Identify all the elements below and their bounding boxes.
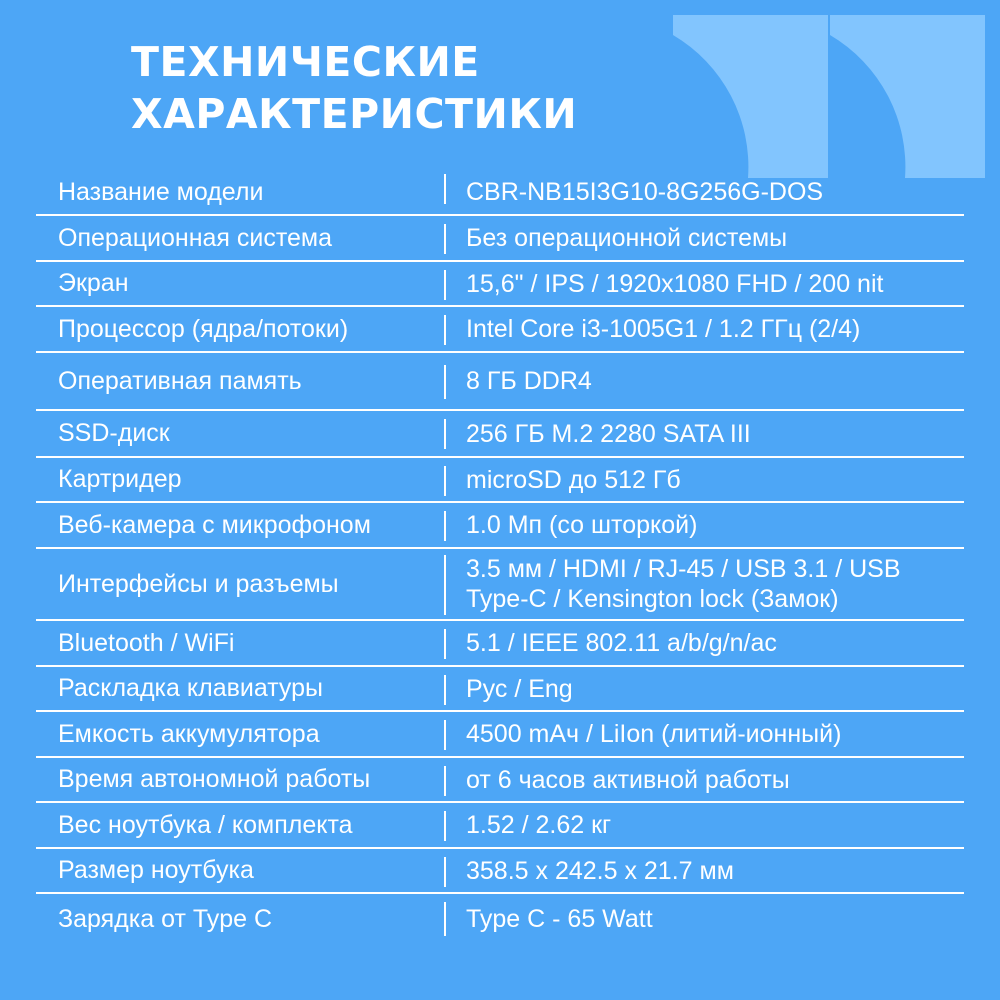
spec-row-cardreader [36,458,964,503]
spec-value: Без операционной системы [466,224,788,252]
spec-label: Картридер [58,465,182,493]
column-divider [444,174,446,204]
spec-label: Операционная система [58,223,333,252]
spec-label: Емкость аккумулятора [58,719,320,748]
spec-row-model [36,170,964,216]
spec-value: microSD до 512 Гб [466,465,681,494]
column-divider [444,811,446,841]
spec-value: Intel Core i3-1005G1 / 1.2 ГГц (2/4) [466,315,861,343]
spec-row-cpu [36,307,964,353]
spec-row-os [36,216,964,262]
spec-label: Интерфейсы и разъемы [58,569,339,598]
spec-label: Процессор (ядра/потоки) [58,314,349,343]
spec-value: 256 ГБ M.2 2280 SATA III [466,419,751,448]
spec-row-weight [36,803,964,849]
spec-row-wireless [36,621,964,667]
column-divider [444,555,446,615]
spec-row-screen [36,262,964,307]
column-divider [444,419,446,449]
spec-row-keyboard [36,667,964,712]
spec-row-ssd [36,411,964,458]
spec-label: Веб-камера с микрофоном [58,510,371,539]
spec-label: Оперативная память [58,366,302,395]
column-divider [444,629,446,659]
spec-value: 1.0 Мп (со шторкой) [466,511,698,539]
column-divider [444,720,446,750]
column-divider [444,466,446,496]
column-divider [444,902,446,936]
spec-label: Время автономной работы [58,765,371,793]
spec-row-webcam [36,503,964,549]
column-divider [444,511,446,541]
specs-table [36,170,964,944]
spec-value: 1.52 / 2.62 кг [466,811,612,839]
column-divider [444,224,446,254]
spec-row-charging [36,894,964,944]
spec-row-dimensions [36,849,964,894]
spec-label: Bluetooth / WiFi [58,628,235,657]
column-divider [444,270,446,300]
spec-value: Type C - 65 Watt [466,905,653,933]
spec-value: Рус / Eng [466,674,573,703]
spec-row-runtime [36,758,964,803]
spec-value: 3.5 мм / HDMI / RJ-45 / USB 3.1 / USB Type-C / Kensington lock (Замок) [466,555,901,613]
spec-label: Зарядка от Type C [58,904,273,933]
spec-value: 15,6" / IPS / 1920x1080 FHD / 200 nit [466,269,884,298]
spec-label: SSD-диск [58,419,170,447]
spec-row-ram [36,353,964,411]
spec-value: 8 ГБ DDR4 [466,367,592,395]
title-line-2: ХАРАКТЕРИСТИКИ [131,90,578,138]
spec-value: 4500 mAч / LiIon (литий-ионный) [466,720,842,748]
spec-label: Экран [58,269,129,297]
spec-label: Вес ноутбука / комплекта [58,810,353,839]
spec-value: 5.1 / IEEE 802.11 a/b/g/n/ac [466,629,777,657]
column-divider [444,766,446,796]
spec-row-battery [36,712,964,758]
spec-label: Раскладка клавиатуры [58,674,324,702]
column-divider [444,365,446,399]
spec-label: Размер ноутбука [58,856,254,884]
title-line-1: ТЕХНИЧЕСКИЕ [131,38,480,86]
spec-row-ports [36,549,964,621]
spec-value: от 6 часов активной работы [466,765,790,794]
column-divider [444,857,446,887]
column-divider [444,315,446,345]
spec-value: 358.5 x 242.5 x 21.7 мм [466,856,734,885]
spec-value: CBR-NB15I3G10-8G256G-DOS [466,178,824,206]
spec-label: Название модели [58,177,264,206]
page-title [131,36,577,140]
column-divider [444,675,446,705]
